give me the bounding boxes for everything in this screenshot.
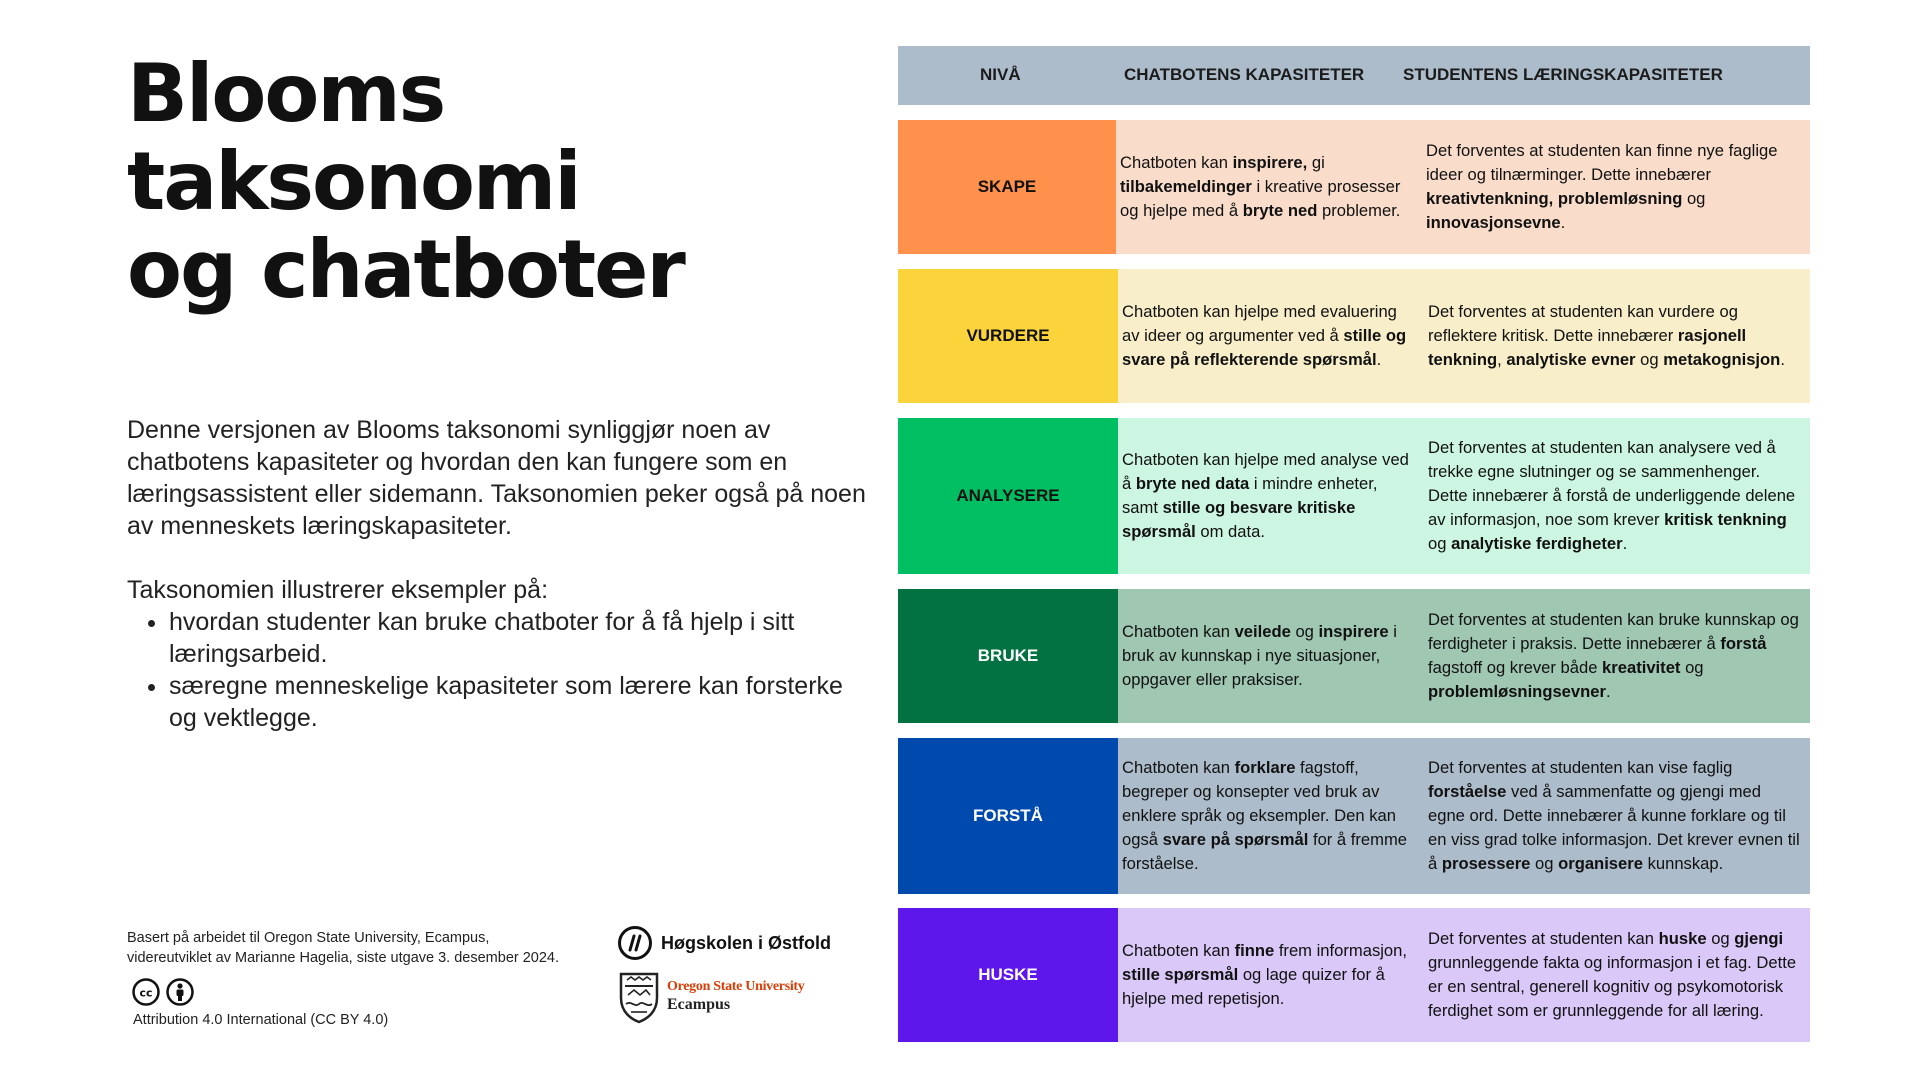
title-line: og chatboter [127, 223, 684, 316]
title-line: taksonomi [127, 135, 580, 228]
chatbot-capacity-cell: Chatboten kan finne frem informasjon, stille spørsmål og lage quizer for å hjelpe med repetisjon. [1122, 941, 1407, 1008]
level-label: SKAPE [898, 120, 1116, 254]
level-label: ANALYSERE [898, 418, 1118, 574]
intro-bullet-list [127, 606, 867, 734]
student-capacity-cell: Det forventes at studenten kan vurdere og reflektere kritisk. Dette innebærer rasjonell tenkning, analytiske evner og metakognisjon. [1428, 302, 1785, 369]
table-row [898, 908, 1810, 1042]
student-capacity-cell: Det forventes at studenten kan huske og gjengi grunnleggende fakta og informasjon i et fag. Dette er en sentral, generell kognitiv og psykomotorisk ferdighet som er grunnleggende for all læring. [1428, 929, 1797, 1020]
chatbot-capacity-cell: Chatboten kan forklare fagstoff, begreper og konsepter ved bruk av enklere språk og eksempler. Den kan også svare på spørsmål for å fremme forståelse. [1122, 758, 1408, 873]
intro-paragraph: Denne versjonen av Blooms taksonomi synliggjør noen av chatbotens kapasiteter og hvordan den kan fungere som en læringsassistent eller sidemann. Taksonomien peker også på noen av menneskets læringskapasiteter. [127, 416, 866, 540]
attribution-text [127, 928, 627, 968]
level-label: HUSKE [898, 908, 1118, 1042]
intro-lead: Taksonomien illustrerer eksempler på: [127, 576, 549, 604]
osu-ecampus-name: Ecampus [667, 996, 731, 1013]
cc-license-icons [132, 978, 194, 1006]
level-label: VURDERE [898, 269, 1118, 403]
title-line: Blooms [127, 47, 445, 140]
student-capacity-cell: Det forventes at studenten kan vise faglig forståelse ved å sammenfatte og gjengi med egne ord. Dette innebærer å kunne forklare og til en viss grad tolke informasjon. Det krever evnen til å prosessere og organisere kunnskap. [1428, 758, 1800, 873]
hiof-logo-icon [617, 925, 653, 961]
table-row [898, 120, 1810, 254]
license-text: Attribution 4.0 International (CC BY 4.0) [133, 1012, 389, 1028]
student-capacity-cell: Det forventes at studenten kan bruke kunnskap og ferdigheter i praksis. Dette innebærer å forstå fagstoff og krever både kreativitet og problemløsningsevner. [1428, 610, 1799, 701]
intro-bullet: • særegne menneskelige kapasiteter som lærere kan forsterke og vektlegge. [169, 670, 867, 734]
table-row [898, 738, 1810, 894]
chatbot-capacity-cell: Chatboten kan hjelpe med analyse ved å bryte ned data i mindre enheter, samt stille og besvare kritiske spørsmål om data. [1122, 450, 1409, 541]
level-label: BRUKE [898, 589, 1118, 723]
header-student: STUDENTENS LÆRINGSKAPASITETER [1403, 65, 1723, 84]
table-row [898, 589, 1810, 723]
osu-ecampus-logo [617, 968, 805, 1024]
chatbot-capacity-cell: Chatboten kan hjelpe med evaluering av ideer og argumenter ved å stille og svare på reflekterende spørsmål. [1122, 302, 1407, 369]
student-capacity-cell: Det forventes at studenten kan analysere ved å trekke egne slutninger og se sammenhenger. Dette innebærer å forstå de underliggende delene av informasjon, noe som krever kritisk tenkning og analytiske ferdigheter. [1428, 438, 1796, 553]
by-person-icon [166, 978, 194, 1006]
hiof-name: Høgskolen i Østfold [661, 932, 832, 953]
chatbot-capacity-cell: Chatboten kan veilede og inspirere i bruk av kunnskap i nye situasjoner, oppgaver eller praksiser. [1122, 622, 1397, 689]
attribution-line: Basert på arbeidet til Oregon State University, Ecampus, [127, 930, 490, 946]
table-header [898, 46, 1810, 105]
svg-text:cc: cc [139, 986, 153, 1000]
osu-shield-icon [617, 968, 661, 1024]
level-label: FORSTÅ [898, 738, 1118, 894]
table-row [898, 269, 1810, 403]
attribution-line: videreutviklet av Marianne Hagelia, siste utgave 3. desember 2024. [127, 950, 560, 966]
osu-university-name: Oregon State University [667, 979, 805, 994]
hiof-logo [617, 925, 831, 961]
chatbot-capacity-cell: Chatboten kan inspirere, gi tilbakemeldinger i kreative prosesser og hjelpe med å bryte ned problemer. [1120, 153, 1401, 220]
table-row [898, 418, 1810, 574]
cc-icon [132, 978, 160, 1006]
header-level: NIVÅ [980, 65, 1021, 84]
intro-bullet: • hvordan studenter kan bruke chatboter for å få hjelp i sitt læringsarbeid. [169, 606, 867, 670]
intro-text [127, 414, 867, 734]
header-chatbot: CHATBOTENS KAPASITETER [1124, 65, 1365, 84]
student-capacity-cell: Det forventes at studenten kan finne nye faglige ideer og tilnærminger. Dette innebærer kreativtenkning, problemløsning og innovasjonsevne. [1426, 141, 1778, 232]
page-title [127, 47, 827, 316]
